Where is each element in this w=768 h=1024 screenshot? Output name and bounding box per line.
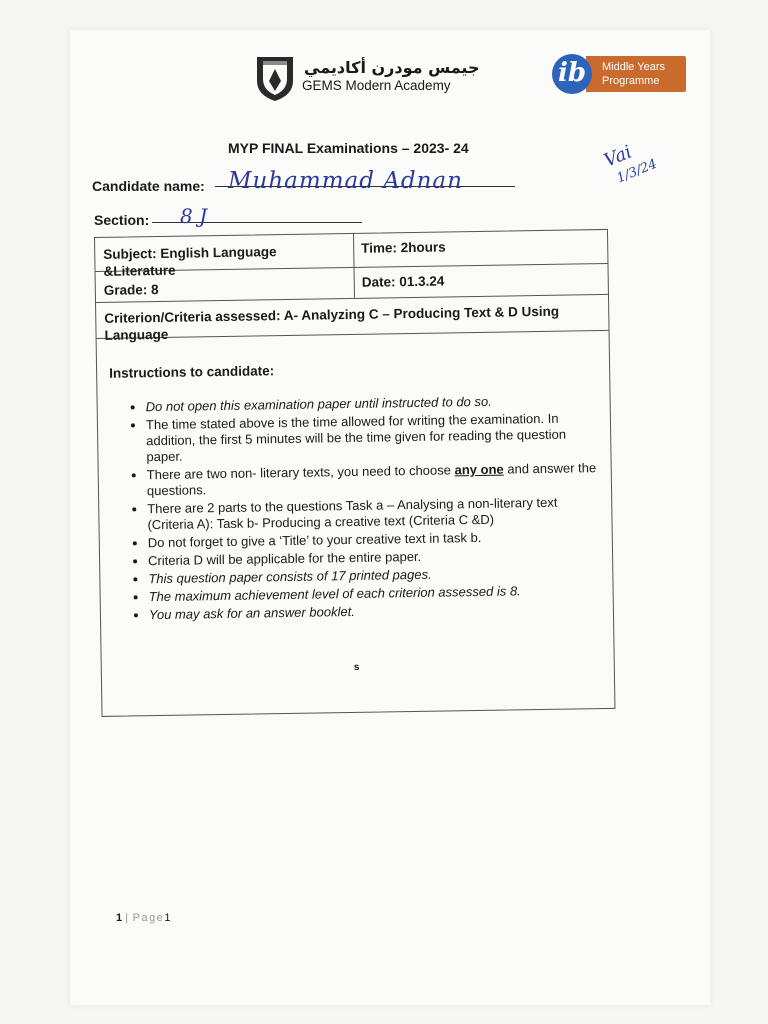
section-value: 8 J	[180, 204, 208, 228]
stray-mark: s	[353, 661, 360, 673]
list-item: • Do not forget to give a ‘Title’ to your creative text in task b.	[148, 528, 598, 551]
footer-page-number: 1	[116, 912, 123, 924]
footer-page-word: Page	[132, 912, 165, 924]
teacher-initials: Vai	[601, 141, 635, 172]
teacher-date: 1/3/24	[614, 156, 660, 187]
list-item: • You may ask for an answer booklet.	[149, 600, 599, 623]
grade-cell: Grade: 8	[103, 281, 159, 298]
section-label: Section:	[94, 212, 150, 228]
list-item: • This question paper consists of 17 printed pages.	[148, 564, 598, 587]
list-item: • Criteria D will be applicable for the entire paper.	[148, 546, 598, 569]
footer-separator: |	[125, 912, 130, 924]
list-item: • The time stated above is the time allowed for writing the examination. In addition, the first 5 minutes will be the time given for reading the question paper.	[146, 410, 597, 465]
time-cell: Time: 2hours	[361, 239, 446, 256]
subject-cell: Subject: English Language &Literature	[103, 244, 277, 279]
ib-logo-icon: ib	[552, 54, 592, 94]
ib-programme-label: Middle Years Programme	[586, 56, 686, 92]
page-footer	[116, 912, 170, 924]
footer-page-suffix: 1	[164, 912, 171, 924]
school-name-arabic: جيمس مودرن أكاديمي	[304, 58, 480, 77]
list-item: • There are two non- literary texts, you need to choose any one and answer the questions.	[147, 460, 597, 499]
school-crest-icon	[255, 55, 295, 103]
list-item: • Do not open this examination paper until instructed to do so.	[146, 392, 596, 415]
candidate-name-label: Candidate name:	[92, 178, 205, 194]
emphasis-any-one: any one	[454, 461, 504, 478]
instructions-list	[128, 392, 599, 625]
instructions-title: Instructions to candidate:	[109, 363, 275, 381]
school-name: GEMS Modern Academy	[302, 78, 451, 93]
exam-info-table	[94, 229, 615, 717]
criteria-cell: Criterion/Criteria assessed: A- Analyzing C – Producing Text & D Using Language	[104, 303, 560, 343]
ib-myp-logo	[552, 54, 688, 96]
date-cell: Date: 01.3.24	[361, 273, 445, 290]
candidate-name-value: Muhammad Adnan	[228, 168, 463, 194]
list-item: • The maximum achievement level of each criterion assessed is 8.	[149, 582, 599, 605]
list-item: • There are 2 parts to the questions Task a – Analysing a non-literary text (Criteria A): Task b- Producing a creative text (Criteria C &D)	[147, 494, 597, 533]
exam-title: MYP FINAL Examinations – 2023- 24	[228, 140, 469, 156]
